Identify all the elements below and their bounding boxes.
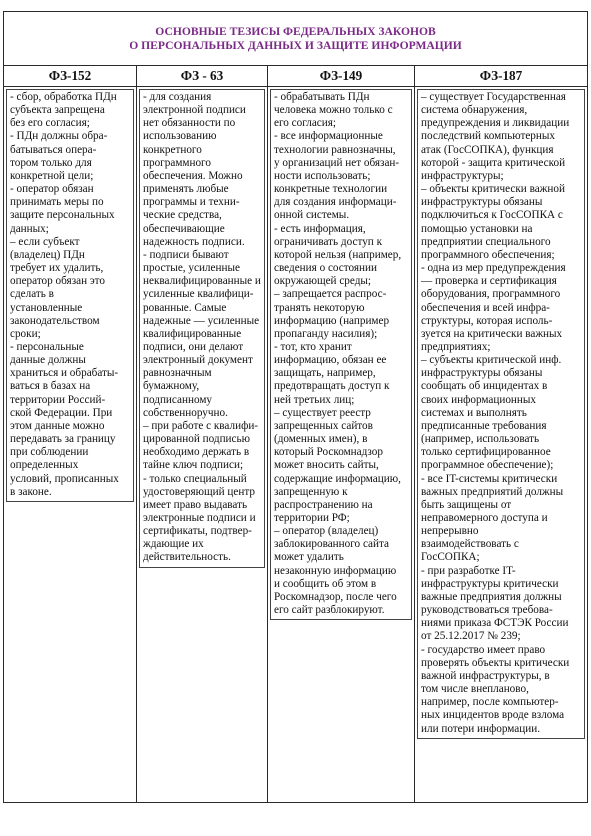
column-text-fz187 [417,89,585,739]
text-line: (например, использовать [421,433,540,446]
text-line: – существует реестр [274,406,371,419]
text-line: помощью установки на [421,222,533,235]
text-line: ческие средства, [143,209,222,222]
text-line: - обрабатывать ПДн [274,91,370,103]
text-line: ской Федерации. При [10,406,113,419]
text-line: важные предприятия должны [421,590,562,603]
text-line: - есть информация, [274,222,366,235]
text-line: – субъекты критической инф. [421,354,562,367]
text-line: – существует Государственная [421,91,566,103]
text-line: электронной подписи [143,104,246,117]
column-header-fz187: ФЗ-187 [415,66,588,87]
text-line: его сайт разблокируют. [274,604,385,617]
column-cell-fz187 [415,87,588,803]
text-line: заблокированного сайта [274,538,389,551]
text-line: необходимо держать в [143,446,250,459]
text-line: сроки; [10,327,41,340]
text-line: - тот, кто хранит [274,340,352,353]
text-line: предотвращать доступ к [274,380,390,393]
text-line: батываться опера- [10,143,97,156]
text-line: принимать меры по [10,196,104,209]
text-line: – если субъект [10,235,80,248]
text-line: надежные — усиленные [143,314,260,327]
text-line: которой - защита критической [421,156,566,169]
text-line: конкретные технологии [274,183,388,196]
text-line: квалифицированные [143,327,242,340]
text-line: онной системы. [274,209,350,222]
text-line: электронные подписи и [143,512,256,524]
text-line: надежность подписи. [143,235,245,248]
text-line: законодательством [10,314,100,327]
text-line: — проверка и сертификация [421,275,557,288]
text-line: цированной подписью [143,433,250,446]
column-header-fz152: ФЗ-152 [4,66,137,87]
text-line: – при работе с квалифи- [143,419,259,432]
text-line: территории Россий- [10,393,106,406]
text-line: нет обязанности по [143,117,236,130]
text-line: - для создания [143,91,212,103]
text-line: - сбор, обработка ПДн [10,91,117,103]
text-line: конкретного [143,143,202,156]
table-title [4,12,588,66]
text-line: защищать, например, [274,367,376,380]
text-line: установленные [10,301,83,314]
text-line: ждающие их [143,538,204,551]
text-line: быть защищены от [421,498,512,511]
text-line: передавать за границу [10,433,116,446]
text-line: ГосСОПКА; [421,551,480,564]
text-line: инфраструктуры обязаны [421,196,543,209]
column-cell-fz152 [4,87,137,803]
column-header-fz63: ФЗ - 63 [137,66,268,87]
text-line: этом данные можно [10,419,105,432]
text-line: ваться в базах на [10,380,91,393]
text-line: действительность. [143,551,231,564]
text-line: при соблюдении [10,446,89,459]
text-line: может удалить [274,551,344,564]
text-line: человека можно только с [274,104,393,117]
text-line: использованию [143,130,217,143]
column-header-fz149: ФЗ-149 [268,66,415,87]
text-line: инфраструктуры обязаны [421,367,543,380]
text-line: равнозначным [143,367,212,380]
text-line: предписанные требования [421,419,547,432]
text-line: условий, прописанных [10,472,119,485]
column-cell-fz149 [268,87,415,803]
text-line: удостоверяющий центр [143,485,255,498]
text-line: информацию, обязан ее [274,354,387,367]
text-line: - подписи бывают [143,248,229,261]
text-line: электронный документ [143,354,253,367]
text-line: - оператор обязан [10,183,94,196]
text-line: и сообщить об этом в [274,577,377,590]
text-line: программного обеспечения; [421,248,555,261]
text-line: своих информационных [421,393,537,406]
text-line: рованные. Самые [143,301,227,314]
text-line: - ПДн должны обра- [10,130,108,143]
text-line: от 25.12.2017 № 239; [421,630,521,643]
text-line: – объекты критически важной [421,183,565,196]
text-line: предприятиях; [421,340,491,353]
text-line: для создания информаци- [274,196,397,209]
text-line: транять некоторую [274,301,365,314]
text-line: тором только для [10,156,92,169]
text-line: инфраструктуры; [421,169,504,182]
text-line: простые, усиленные [143,262,240,275]
text-line: важной инфраструктуры, в [421,669,550,682]
text-line: информацию (например [274,314,390,327]
text-line: неквалифицированные и [143,275,261,288]
text-line: последствий компьютерных [421,130,555,143]
text-line: ности использовать; [274,169,371,182]
text-line: обеспечивающие [143,222,225,235]
text-line: у организаций нет обязан- [274,156,400,169]
text-line: собственноручно. [143,406,228,419]
text-line: - государство имеет право [421,643,546,656]
text-line: программное обеспечение); [421,459,554,472]
text-line: данных; [10,222,49,235]
column-text-fz149 [270,89,412,620]
text-line: требует их удалить, [10,262,104,275]
text-line: том числе внепланово, [421,683,529,696]
text-line: - персональные [10,340,84,353]
text-line: данные должны [10,354,86,367]
text-line: сертификаты, подтвер- [143,525,252,538]
text-line: обеспечения. Можно [143,169,243,182]
text-line: ниями приказа ФСТЭК России [421,617,569,630]
text-line: содержащие информацию, [274,472,401,485]
text-line: ней третьих лиц; [274,393,355,406]
column-cell-fz63 [137,87,268,803]
text-line: подписанному [143,393,213,406]
text-line: окружающей среды; [274,275,372,288]
text-line: тайне ключ подписи; [143,459,244,472]
text-line: Роскомнадзор, после чего [274,590,397,603]
text-line: обеспечения и всей инфра- [421,301,550,314]
document-page [3,11,587,803]
text-line: структуры, которая исполь- [421,314,553,327]
text-line: например, после компьютер- [421,696,559,709]
text-line: конкретной цели; [10,169,94,182]
text-line: который Роскомнадзор [274,446,383,459]
text-line: запрещенных сайтов [274,419,373,432]
text-line: (владелец) ПДн [10,248,85,261]
text-line: незаконную информацию [274,564,397,577]
text-line: (доменных имен), в [274,433,368,446]
text-line: запрещенную к [274,485,348,498]
text-line: система обнаружения, [421,104,528,117]
text-line: сведения о состоянии [274,262,377,275]
text-line: имеет право выдавать [143,498,248,511]
laws-table [3,11,588,803]
text-line: храниться и обрабаты- [10,367,119,380]
text-line: – оператор (владелец) [274,525,379,538]
text-line: - все информационные [274,130,383,143]
text-line: применять любые [143,183,229,196]
text-line: защите персональных [10,209,115,222]
column-text-fz63 [139,89,265,568]
text-line: – запрещается распрос- [274,288,387,301]
text-line: без его согласия; [10,117,90,130]
column-text-fz152 [6,89,134,502]
text-line: которой нельзя (например, [274,248,402,261]
text-line: подключиться к ГосСОПКА с [421,209,563,222]
text-line: - при разработке IT- [421,564,516,577]
text-line: важных предприятий должны [421,485,564,498]
text-line: его согласия; [274,117,337,130]
text-line: усиленные квалифици- [143,288,254,301]
text-line: субъекта запрещена [10,104,105,117]
title-line-2: О ПЕРСОНАЛЬНЫХ ДАННЫХ И ЗАЩИТЕ ИНФОРМАЦИИ [129,38,462,52]
text-line: - одна из мер предупреждения [421,262,566,275]
text-line: пропаганду насилия); [274,327,378,340]
text-line: атак (ГосСОПКА), функция [421,143,554,156]
text-line: - все IT-системы критически [421,472,558,485]
text-line: неправомерного доступа и [421,512,548,524]
text-line: оборудования, программного [421,288,561,301]
text-line: подписи, они делают [143,340,244,353]
text-line: технологии равнозначны, [274,143,396,156]
text-line: проверять объекты критически [421,656,570,669]
text-line: системах и выполнять [421,406,527,419]
text-line: или потери информации. [421,722,540,735]
text-line: бумажному, [143,380,200,393]
text-line: ограничивать доступ к [274,235,383,248]
title-line-1: ОСНОВНЫЕ ТЕЗИСЫ ФЕДЕРАЛЬНЫХ ЗАКОНОВ [155,24,436,38]
text-line: только сертифицированное [421,446,551,459]
text-line: распространению на [274,498,373,511]
text-line: может вносить сайты, [274,459,379,472]
text-line: взаимодействовать с [421,538,519,551]
text-line: определенных [10,459,79,472]
text-line: оператор обязан это [10,275,105,288]
text-line: ных инцидентов вроде взлома [421,709,565,722]
text-line: руководствоваться требова- [421,604,553,617]
text-line: программного [143,156,211,169]
text-line: в законе. [10,485,52,498]
text-line: инфраструктуры критически [421,577,559,590]
text-line: зуется на критически важных [421,327,563,340]
text-line: сообщать об инцидентах в [421,380,548,393]
text-line: программы и техни- [143,196,240,209]
text-line: территории РФ; [274,512,350,524]
text-line: предприятии специального [421,235,551,248]
text-line: предупреждения и ликвидации [421,117,570,130]
text-line: непрерывно [421,525,479,538]
text-line: - только специальный [143,472,247,485]
text-line: сделать в [10,288,54,301]
